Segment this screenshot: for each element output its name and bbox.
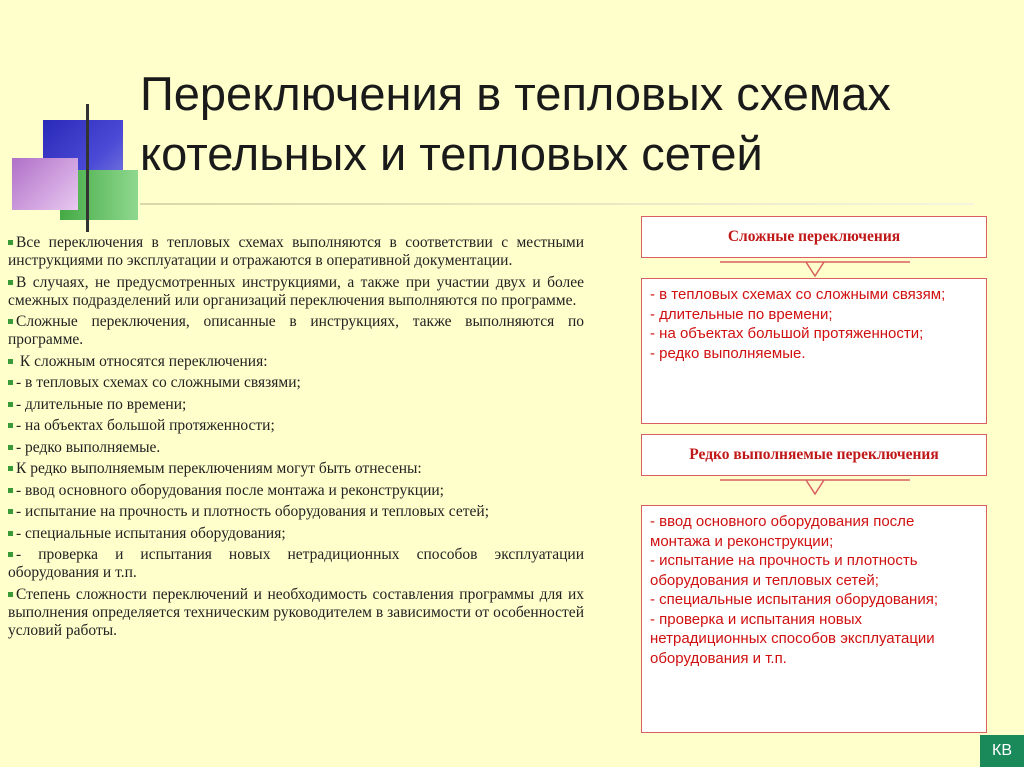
bullet-icon [8,531,13,536]
bullet-icon [8,359,13,364]
paragraph: - проверка и испытания новых нетрадиционных способов эксплуатации оборудования и т.п. [8,546,584,581]
paragraph: Все переключения в тепловых схемах выполняются в соответствии с местными инструкциями по эксплуатации и отражаются в оперативной документации. [8,234,584,269]
complex-header-box [641,216,987,258]
slide-title: Переключения в тепловых схемах котельных и тепловых сетей [140,67,891,180]
complex-list-box [641,278,987,424]
bullet-icon [8,423,13,428]
bullet-icon [8,445,13,450]
bullet-icon [8,319,13,324]
bullet-icon [8,380,13,385]
decor-pink-square [12,158,78,210]
rare-header: Редко выполняемые переключения [689,446,939,463]
bullet-icon [8,552,13,557]
list-item: - редко выполняемые. [650,344,806,362]
list-item: - ввод основного оборудования после монтажа и реконструкции; [650,513,915,550]
complex-header: Сложные переключения [727,228,901,245]
decor-vertical-line [86,104,89,232]
bullet-icon [8,240,13,245]
paragraph: К редко выполняемым переключениям могут быть отнесены: [8,460,584,478]
paragraph: - редко выполняемые. [8,439,584,457]
rare-header-box [641,434,987,476]
bullet-icon [8,509,13,514]
paragraph: В случаях, не предусмотренных инструкциями, а также при участии двух и более смежных подразделений или организаций переключения выполняются по программе. [8,273,584,309]
paragraph: К сложным относятся переключения: [8,353,584,371]
list-item: - на объектах большой протяженности; [650,325,924,342]
list-item: - длительные по времени; [650,305,833,323]
paragraph: - ввод основного оборудования после монтажа и реконструкции; [8,482,584,500]
arrow-down-icon [720,256,910,280]
corner-badge: КВ [980,735,1024,767]
bullet-icon [8,488,13,493]
bullet-icon [8,280,13,285]
paragraph: - в тепловых схемах со сложными связями; [8,374,584,392]
paragraph: Степень сложности переключений и необходимость составления программы для их выполнения определяется техническим руководителем в зависимости от особенностей условий работы. [8,585,584,639]
bullet-icon [8,592,13,597]
list-item: - проверка и испытания новых нетрадиционных способов эксплуатации оборудования и т.п. [650,610,935,667]
bullet-icon [8,466,13,471]
paragraph: - испытание на прочность и плотность оборудования и тепловых сетей; [8,503,584,521]
list-item: - специальные испытания оборудования; [650,591,939,608]
list-item: - испытание на прочность и плотность оборудования и тепловых сетей; [650,552,918,589]
rare-list-box [641,505,987,733]
paragraph: Сложные переключения, описанные в инструкциях, также выполняются по программе. [8,313,584,348]
title-underline [140,203,974,205]
paragraph: - специальные испытания оборудования; [8,525,584,543]
main-text [8,234,584,643]
bullet-icon [8,402,13,407]
arrow-down-icon [720,474,910,498]
paragraph: - на объектах большой протяженности; [8,417,584,435]
paragraph: - длительные по времени; [8,396,584,414]
list-item: - в тепловых схемах со сложными связям; [650,286,946,303]
